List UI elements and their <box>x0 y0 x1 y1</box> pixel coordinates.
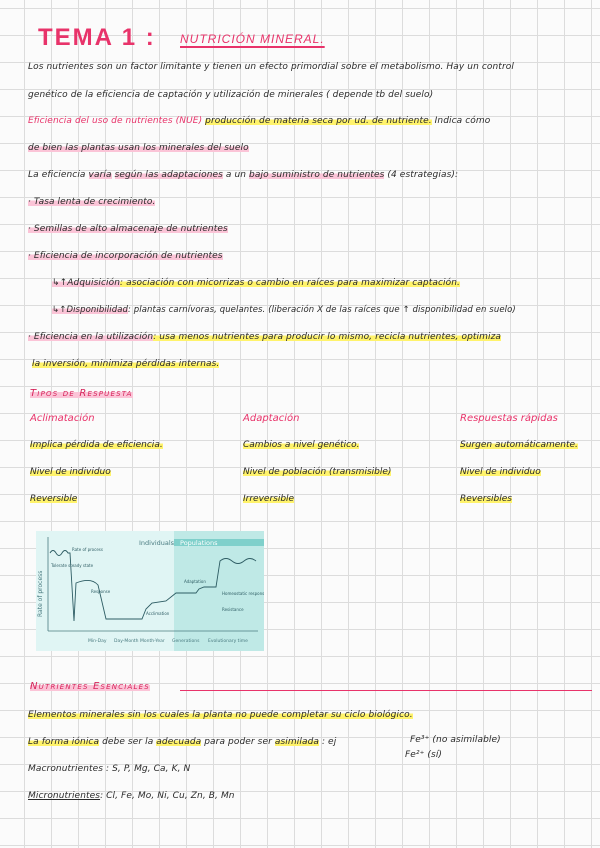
strategy-4 <box>28 332 501 342</box>
figure-xtick-2: Day-Month <box>114 639 139 644</box>
variation-a: La eficiencia <box>28 170 86 180</box>
adaptation-item-2-text: Nivel de población (transmisible) <box>243 467 392 477</box>
fe3-note: Fe³⁺ (no asimilable) <box>410 735 501 745</box>
adaptation-item-1 <box>243 440 359 450</box>
ionic-e: asimilada <box>274 737 319 747</box>
macronutrients: Macronutrientes : S, P, Mg, Ca, K, N <box>28 764 191 774</box>
nue-rest: Indica cómo <box>434 116 491 126</box>
essential-heading: Nutrientes Esenciales <box>30 681 150 692</box>
strategy-4-lead: · Eficiencia en la utilización <box>28 332 154 342</box>
response-time-figure <box>36 531 264 651</box>
strategy-3b-lead: ↳↑Disponibilidad <box>52 305 129 315</box>
figure-populations-label: Populations <box>180 539 218 547</box>
adaptation-item-1-text: Cambios a nivel genético. <box>243 440 360 450</box>
figure-label-adaptation: Adaptation <box>184 579 206 584</box>
adaptation-item-3 <box>243 494 294 504</box>
acclimation-item-2 <box>30 467 111 477</box>
ionic-b: debe ser la <box>102 737 154 747</box>
acclimation-item-3 <box>30 494 77 504</box>
figure-xtick-5: Evolutionary time <box>208 639 248 644</box>
strategy-3-text: · Eficiencia de incorporación de nutrientes <box>28 251 223 261</box>
micronutrients <box>28 791 235 801</box>
figure-xtick-4: Generations <box>172 639 200 644</box>
strategy-3a-text: : asociación con micorrizas o cambio en raíces para maximizar captación. <box>120 278 461 288</box>
response-types-heading: Tipos de Respuesta <box>30 388 133 399</box>
figure-svg <box>36 531 264 651</box>
variation-b: varía <box>88 170 112 180</box>
figure-individuals-label: Individuals <box>139 539 175 547</box>
strategy-3b-text: : plantas carnívoras, quelantes. <box>128 305 266 315</box>
strategy-4-line2 <box>32 359 219 369</box>
ionic-a: La forma iónica <box>28 737 100 747</box>
acclimation-item-1 <box>30 440 163 450</box>
fe2-note: Fe²⁺ (sí) <box>405 750 443 760</box>
figure-label-resistance: Resistance <box>222 607 244 612</box>
acclimation-item-1-text: Implica pérdida de eficiencia. <box>30 440 163 450</box>
strategy-2 <box>28 224 228 234</box>
page-subtitle: NUTRICIÓN MINERAL. <box>180 32 325 46</box>
ionic-line <box>28 737 336 747</box>
section-response-types <box>30 388 133 399</box>
nue-definition: producción de materia seca por ud. de nutriente. <box>205 116 432 126</box>
strategy-3b-note: (liberación X de las raíces que ↑ disponibilidad en suelo) <box>268 305 516 315</box>
strategy-3a <box>52 278 460 288</box>
ionic-f: : ej <box>321 737 337 747</box>
column-head-adaptation: Adaptación <box>243 413 300 424</box>
strategy-3 <box>28 251 223 261</box>
strategy-4-text: : usa menos nutrientes para producir lo mismo, recicla nutrientes, optimiza <box>153 332 502 342</box>
strategy-2-text: · Semillas de alto almacenaje de nutrientes <box>28 224 228 234</box>
rapid-item-2-text: Nivel de individuo <box>460 467 541 477</box>
figure-label-homeostatic: Homeostatic response <box>222 591 264 596</box>
rapid-item-3-text: Reversibles <box>460 494 512 504</box>
acclimation-item-3-text: Reversible <box>30 494 78 504</box>
figure-ylabel: Rate of process <box>37 570 44 617</box>
nue-line-2 <box>28 143 249 153</box>
rapid-item-3 <box>460 494 512 504</box>
strategy-1 <box>28 197 155 207</box>
rapid-item-2 <box>460 467 541 477</box>
intro-line-2: genético de la eficiencia de captación y utilización de minerales ( depende tb del suelo) <box>28 90 434 100</box>
figure-label-rate: Rate of process <box>72 547 103 552</box>
figure-label-tolerate: Tolerate steady state <box>51 563 94 568</box>
adaptation-item-3-text: Irreversible <box>243 494 295 504</box>
rapid-item-1 <box>460 440 578 450</box>
micronutrients-list: : Cl, Fe, Mo, Ni, Cu, Zn, B, Mn <box>100 791 235 801</box>
variation-f: (4 estrategias): <box>387 170 459 180</box>
variation-line <box>28 170 458 180</box>
adaptation-item-2 <box>243 467 391 477</box>
rapid-item-1-text: Surgen automáticamente. <box>460 440 578 450</box>
column-head-rapid: Respuestas rápidas <box>460 413 558 424</box>
intro-line-1: Los nutrientes son un factor limitante y tienen un efecto primordial sobre el metabolismo. Hay un control <box>28 62 514 72</box>
nue-term: Eficiencia del uso de nutrientes (NUE) <box>28 116 203 126</box>
strategy-3a-lead: ↳↑Adquisición <box>52 278 121 288</box>
column-head-acclimation: Aclimatación <box>30 413 95 424</box>
strategy-4-line2-text: la inversión, minimiza pérdidas internas. <box>32 359 220 369</box>
ionic-c: adecuada <box>156 737 202 747</box>
ionic-d: para poder ser <box>204 737 272 747</box>
essential-definition-text: Elementos minerales sin los cuales la planta no puede completar su ciclo biológico. <box>28 710 413 720</box>
nue-line <box>28 116 490 126</box>
strategy-3b <box>52 305 516 315</box>
variation-e: bajo suministro de nutrientes <box>249 170 385 180</box>
figure-xtick-1: Min-Day <box>88 639 107 644</box>
variation-c: según las adaptaciones <box>114 170 223 180</box>
micronutrients-label: Micronutrientes <box>28 791 101 801</box>
figure-label-response: Response <box>91 589 111 594</box>
strategy-1-text: · Tasa lenta de crecimiento. <box>28 197 156 207</box>
acclimation-item-2-text: Nivel de individuo <box>30 467 111 477</box>
figure-xtick-3: Month-Year <box>140 639 165 644</box>
section-essential <box>30 681 150 692</box>
variation-d: a un <box>225 170 247 180</box>
page-title: TEMA 1 : <box>38 24 156 51</box>
essential-rule <box>180 690 592 691</box>
essential-definition <box>28 710 413 720</box>
nue-rest-2: de bien las plantas usan los minerales del suelo <box>28 143 249 153</box>
figure-label-acclimation: Acclimation <box>146 611 170 616</box>
